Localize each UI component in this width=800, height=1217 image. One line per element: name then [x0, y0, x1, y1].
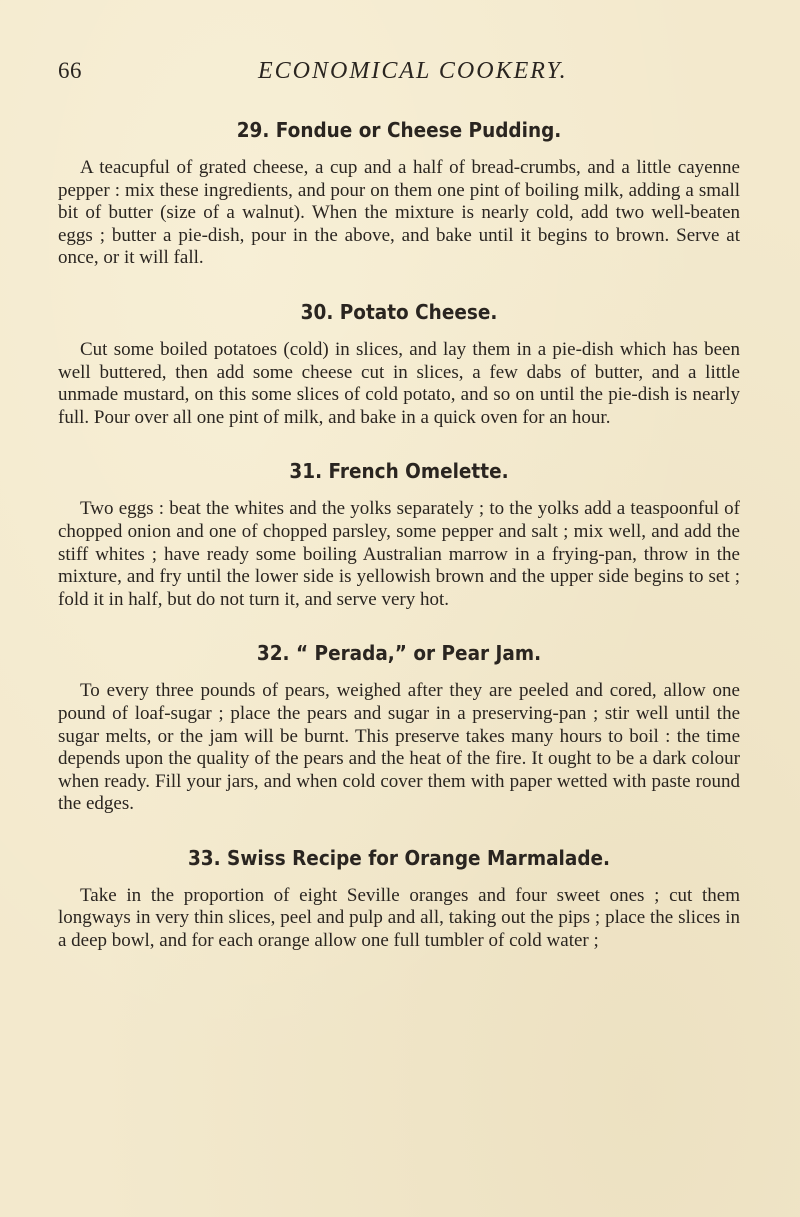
- recipe-33: [58, 844, 740, 953]
- recipe-30: [58, 298, 740, 429]
- recipe-title: 30. Potato Cheese.: [300, 299, 498, 324]
- recipe-body: A teacupful of grated cheese, a cup and a half of bread-crumbs, and a little cayenne pepper : mix these ingredients, and pour on them one pint of boiling milk, adding a small bit of butter (size of a walnut). When the mixture is nearly cold, add two well-beaten eggs ; butter a pie-dish, pour in the above, and bake until it begins to brown. Serve at once, or it will fall.: [58, 157, 740, 269]
- page-number: 66: [58, 58, 82, 83]
- recipe-32: [58, 639, 740, 816]
- recipe-title: 33. Swiss Recipe for Orange Marmalade.: [187, 845, 611, 870]
- running-head: ECONOMICAL COOKERY.: [258, 58, 568, 84]
- recipe-title: 29. Fondue or Cheese Pudding.: [236, 118, 562, 142]
- recipe-title: 32. “ Perada,” or Pear Jam.: [256, 641, 542, 666]
- recipe-title: 31. French Omelette.: [289, 459, 509, 484]
- page-header: [58, 58, 718, 90]
- recipe-body: To every three pounds of pears, weighed after they are peeled and cored, allow one pound of loaf-sugar ; place the pears and sugar in a preserving-pan ; stir well until the sugar melts, or the jam will be burnt. This preserve takes many hours to boil : the time depends upon the quality of the pears and the heat of the fire. It ought to be a dark colour when ready. Fill your jars, and when cold cover them with paper wetted with paste round the edges.: [58, 680, 740, 815]
- recipe-31: [58, 457, 740, 611]
- recipe-body: Two eggs : beat the whites and the yolks separately ; to the yolks add a teaspoonful of chopped onion and one of chopped parsley, some pepper and salt ; mix well, and add the stiff whites ; have ready some boiling Australian marrow in a frying-pan, throw in the mixture, and fry until the lower side is yellowish brown and the upper side begins to set ; fold it in half, but do not turn it, and serve very hot.: [58, 498, 740, 610]
- page-content: [58, 108, 740, 953]
- recipe-body: Cut some boiled potatoes (cold) in slices, and lay them in a pie-dish which has been well buttered, then add some cheese cut in slices, a few dabs of butter, and a little unmade mustard, on this some slices of cold potato, and so on until the pie-dish is nearly full. Pour over all one pint of milk, and bake in a quick oven for an hour.: [58, 338, 740, 428]
- recipe-body: Take in the proportion of eight Seville oranges and four sweet ones ; cut them longways in very thin slices, peel and pulp and all, taking out the pips ; place the slices in a deep bowl, and for each orange allow one full tumbler of cold water ;: [58, 884, 740, 952]
- recipe-29: [58, 116, 740, 270]
